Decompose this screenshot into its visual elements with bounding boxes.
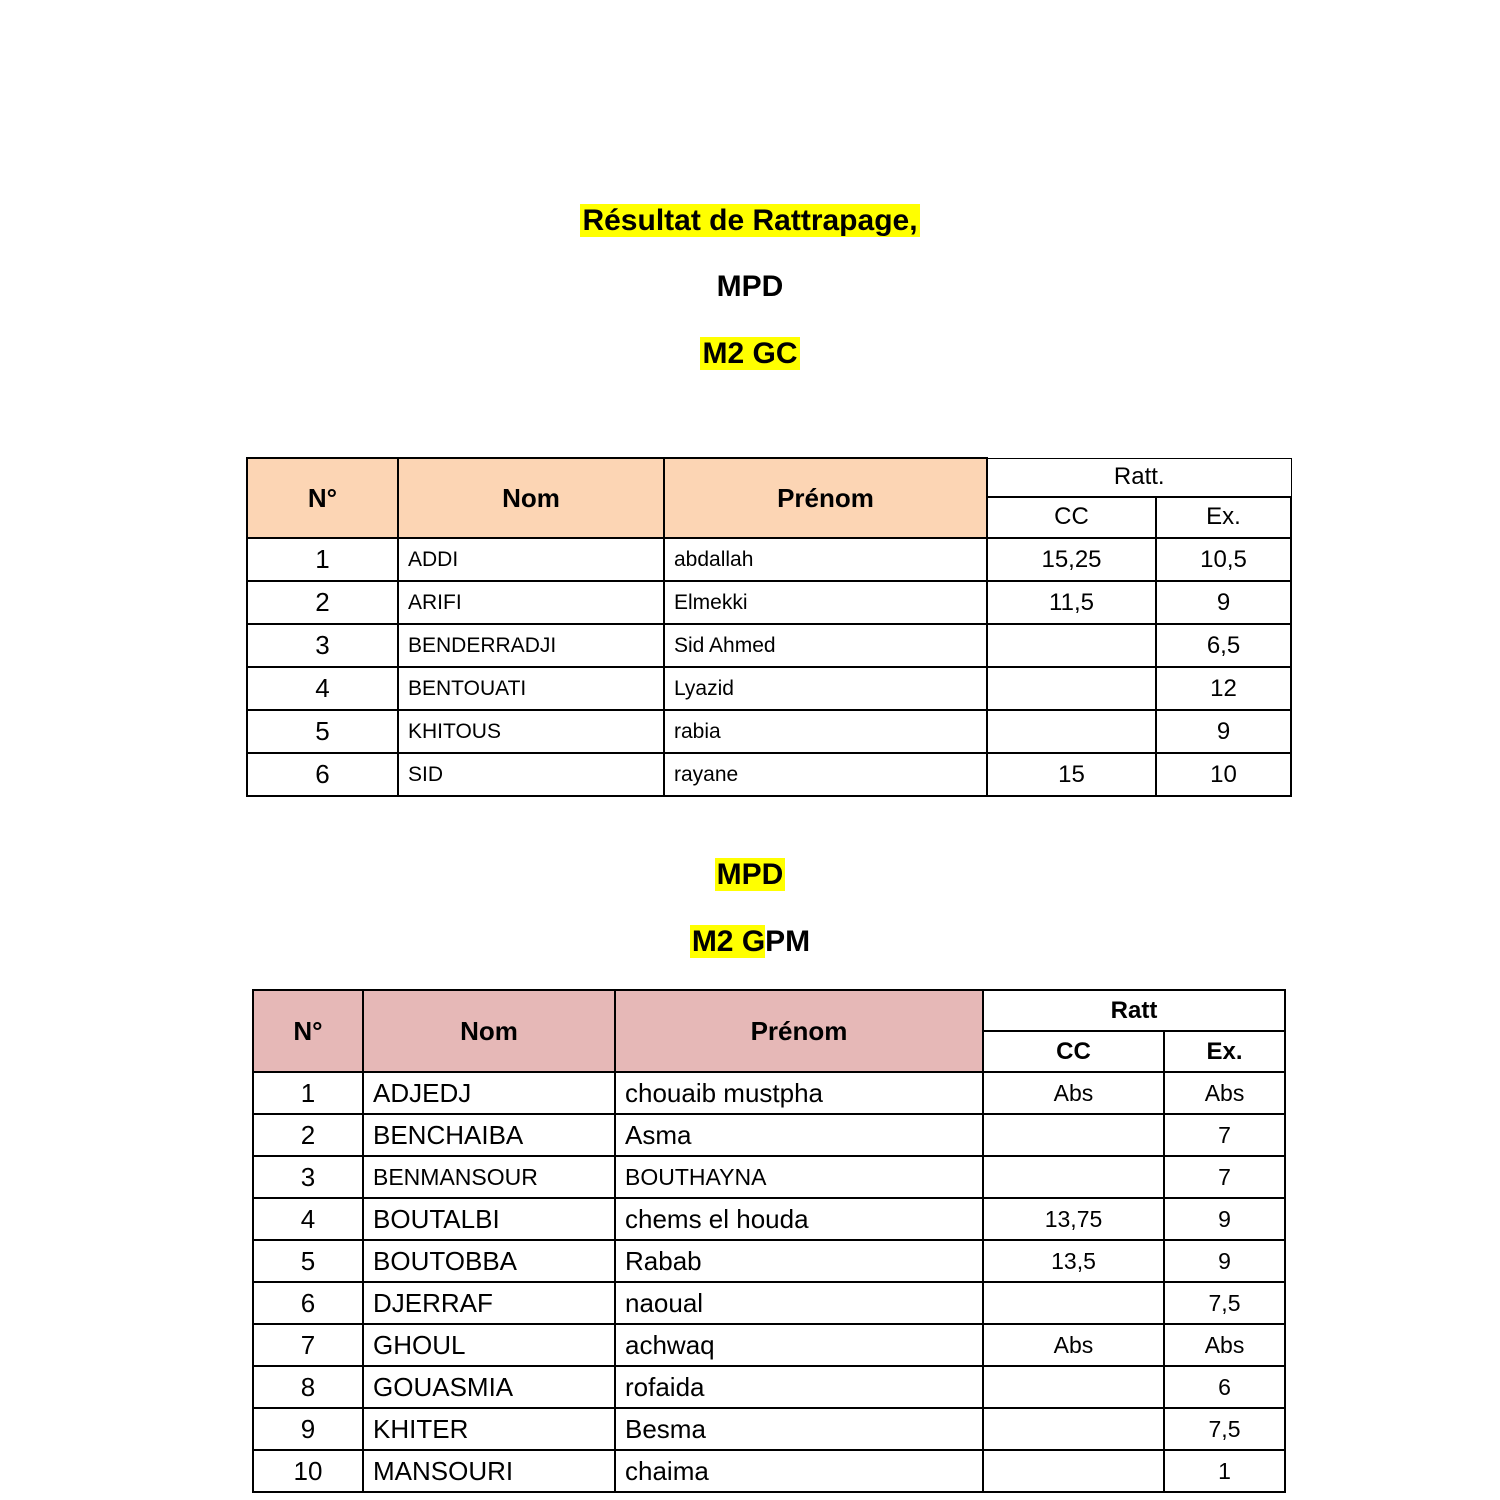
cell-cc [983,1114,1164,1156]
cell-cc [987,624,1156,667]
results-table-m2-gc [246,457,1292,797]
cell-ex: 7,5 [1164,1408,1285,1450]
cell-ex: 6 [1164,1366,1285,1408]
col-header-cc: CC [987,497,1156,538]
program-label [0,267,1500,307]
cell-cc: 13,75 [983,1198,1164,1240]
cell-prenom: Lyazid [664,667,987,710]
col-header-ex: Ex. [1156,497,1291,538]
cell-cc [983,1156,1164,1198]
section2-program [0,855,1500,895]
cell-prenom: rayane [664,753,987,796]
cell-ex: 9 [1156,581,1291,624]
cell-nom: ADDI [398,538,664,581]
cell-ex: 7 [1164,1156,1285,1198]
cell-num: 1 [253,1072,363,1114]
cell-nom: BENCHAIBA [363,1114,615,1156]
cell-nom: GHOUL [363,1324,615,1366]
cell-prenom: Asma [615,1114,983,1156]
section1-title [0,334,1500,374]
cell-nom: KHITOUS [398,710,664,753]
col-header-nom: Nom [363,990,615,1072]
cell-cc [983,1408,1164,1450]
cell-prenom: rabia [664,710,987,753]
cell-ex: 6,5 [1156,624,1291,667]
cell-nom: BENMANSOUR [363,1156,615,1198]
cell-cc: Abs [983,1072,1164,1114]
cell-nom: ADJEDJ [363,1072,615,1114]
cell-prenom: chouaib mustpha [615,1072,983,1114]
table-row [253,1198,1285,1240]
cell-num: 9 [253,1408,363,1450]
col-header-ratt-group: Ratt. [987,458,1291,497]
program-label-text: MPD [716,270,784,303]
cell-ex: 10 [1156,753,1291,796]
cell-nom: BOUTALBI [363,1198,615,1240]
cell-num: 2 [247,581,398,624]
cell-prenom: chaima [615,1450,983,1492]
cell-prenom: Elmekki [664,581,987,624]
cell-num: 10 [253,1450,363,1492]
table-row [247,581,1291,624]
cell-ex: 10,5 [1156,538,1291,581]
cell-prenom: abdallah [664,538,987,581]
cell-cc [983,1282,1164,1324]
cell-prenom: BOUTHAYNA [615,1156,983,1198]
cell-nom: GOUASMIA [363,1366,615,1408]
cell-nom: SID [398,753,664,796]
col-header-num: N° [247,458,398,538]
table-row [247,667,1291,710]
cell-num: 1 [247,538,398,581]
document-title-text: Résultat de Rattrapage, [582,204,918,237]
cell-num: 4 [247,667,398,710]
cell-ex: 9 [1164,1198,1285,1240]
cell-ex: Abs [1164,1072,1285,1114]
cell-num: 5 [247,710,398,753]
col-header-prenom: Prénom [664,458,987,538]
cell-ex: 1 [1164,1450,1285,1492]
cell-num: 3 [253,1156,363,1198]
section2-program-text: MPD [716,858,784,891]
cell-num: 6 [253,1282,363,1324]
col-header-num: N° [253,990,363,1072]
cell-prenom: Sid Ahmed [664,624,987,667]
cell-nom: KHITER [363,1408,615,1450]
section2-title-highlight: M2 G [691,925,766,958]
section1-title-text: M2 GC [702,337,798,370]
cell-prenom: rofaida [615,1366,983,1408]
cell-nom: MANSOURI [363,1450,615,1492]
cell-prenom: Besma [615,1408,983,1450]
cell-prenom: chems el houda [615,1198,983,1240]
cell-cc: 13,5 [983,1240,1164,1282]
cell-nom: ARIFI [398,581,664,624]
cell-ex: 7,5 [1164,1282,1285,1324]
cell-cc [987,667,1156,710]
table-row [253,1408,1285,1450]
cell-nom: BENDERRADJI [398,624,664,667]
cell-num: 4 [253,1198,363,1240]
cell-prenom: achwaq [615,1324,983,1366]
section2-title [0,922,1500,962]
cell-nom: BENTOUATI [398,667,664,710]
section2-title-rest: PM [765,925,811,958]
cell-num: 8 [253,1366,363,1408]
table-row [247,538,1291,581]
cell-cc: Abs [983,1324,1164,1366]
cell-cc [983,1450,1164,1492]
results-table-m2-gpm [252,989,1286,1493]
cell-nom: BOUTOBBA [363,1240,615,1282]
cell-num: 6 [247,753,398,796]
cell-prenom: Rabab [615,1240,983,1282]
table-row [253,1282,1285,1324]
cell-num: 7 [253,1324,363,1366]
table-row [247,710,1291,753]
cell-num: 5 [253,1240,363,1282]
table-row [253,1072,1285,1114]
table-row [253,1324,1285,1366]
col-header-nom: Nom [398,458,664,538]
table-row [253,1450,1285,1492]
cell-num: 3 [247,624,398,667]
cell-cc: 11,5 [987,581,1156,624]
cell-ex: 12 [1156,667,1291,710]
table-row [253,1240,1285,1282]
col-header-ratt-group: Ratt [983,990,1285,1031]
table-row [253,1156,1285,1198]
cell-ex: 9 [1164,1240,1285,1282]
cell-cc: 15 [987,753,1156,796]
cell-prenom: naoual [615,1282,983,1324]
col-header-prenom: Prénom [615,990,983,1072]
table-row [253,1366,1285,1408]
table-row [247,753,1291,796]
cell-num: 2 [253,1114,363,1156]
cell-nom: DJERRAF [363,1282,615,1324]
col-header-ex: Ex. [1164,1031,1285,1072]
cell-ex: 9 [1156,710,1291,753]
table-row [247,624,1291,667]
cell-ex: Abs [1164,1324,1285,1366]
table-row [253,1114,1285,1156]
document-title [0,201,1500,241]
cell-cc: 15,25 [987,538,1156,581]
cell-cc [987,710,1156,753]
col-header-cc: CC [983,1031,1164,1072]
cell-cc [983,1366,1164,1408]
cell-ex: 7 [1164,1114,1285,1156]
